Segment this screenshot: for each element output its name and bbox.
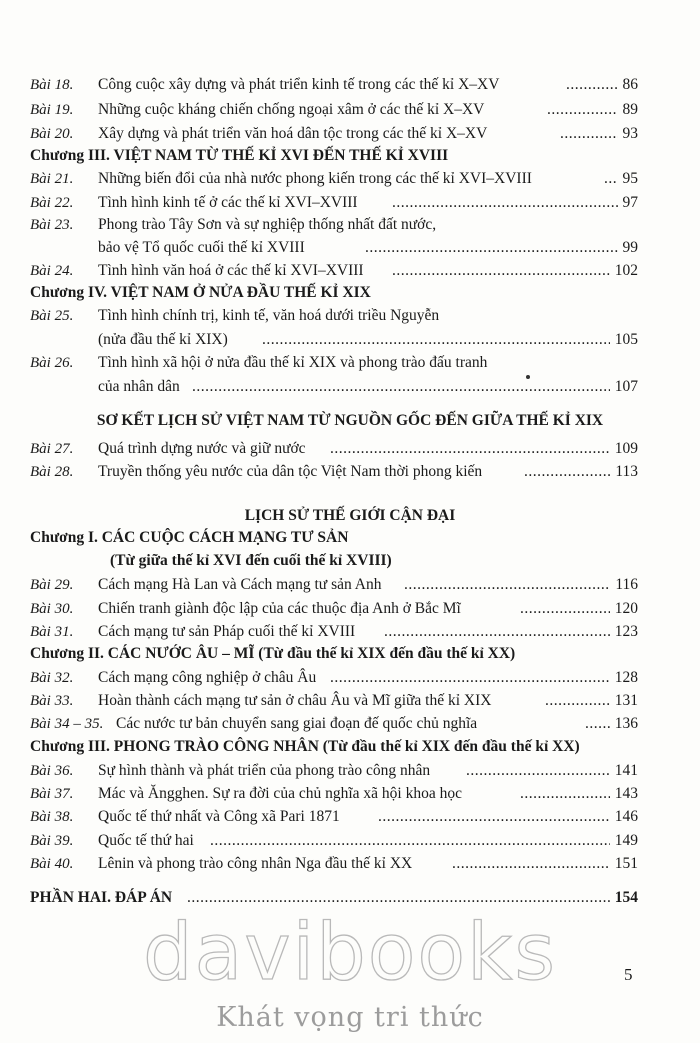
lesson-title: Những cuộc kháng chiến chống ngoại xâm ở các thế kỉ X–XV [98, 101, 485, 118]
page-ref: 151 [614, 855, 638, 872]
section-heading: SƠ KẾT LỊCH SỬ VIỆT NAM TỪ NGUỒN GỐC ĐẾN GIỮA THẾ KỈ XIX [96, 412, 604, 429]
chapter-heading: Chương III. PHONG TRÀO CÔNG NHÂN (Từ đầu thế kỉ XIX đến đầu thế kỉ XX) [30, 738, 580, 755]
lesson-number: Bài 36. [30, 763, 74, 779]
lesson-title: Quốc tế thứ hai [98, 832, 194, 849]
dot-leader [378, 808, 610, 826]
lesson-title-line2: bảo vệ Tổ quốc cuối thế kỉ XVIII [98, 239, 305, 256]
lesson-number: Bài 23. [30, 217, 74, 233]
chapter-subheading: (Từ giữa thế kỉ XVI đến cuối thế kỉ XVIII) [110, 552, 392, 569]
chapter-heading: Chương II. CÁC NƯỚC ÂU – MĨ (Từ đầu thế kỉ XIX đến đầu thế kỉ XX) [30, 645, 516, 662]
lesson-title: Xây dựng và phát triển văn hoá dân tộc trong các thế kỉ X–XV [98, 125, 488, 142]
part-heading: LỊCH SỬ THẾ GIỚI CẬN ĐẠI [244, 507, 456, 524]
lesson-number: Bài 33. [30, 693, 74, 709]
lesson-number: Bài 28. [30, 464, 74, 480]
lesson-title: Cách mạng tư sản Pháp cuối thế kỉ XVIII [98, 623, 356, 640]
lesson-number: Bài 39. [30, 833, 74, 849]
lesson-title: Quá trình dựng nước và giữ nước [98, 440, 306, 457]
dot-leader [524, 463, 610, 481]
page-ref: 123 [614, 623, 638, 640]
page-ref: 113 [615, 463, 638, 480]
lesson-number: Bài 25. [30, 308, 74, 324]
dot-leader [384, 623, 610, 641]
lesson-number: Bài 19. [30, 102, 74, 118]
page-ref: 86 [622, 76, 638, 93]
page-ref: 105 [614, 331, 638, 348]
page-ref: 97 [622, 194, 638, 211]
lesson-number: Bài 30. [30, 601, 74, 617]
lesson-title: Chiến tranh giành độc lập của các thuộc địa Anh ở Bắc Mĩ [98, 600, 461, 617]
dot-leader [365, 239, 618, 257]
lesson-title: Truyền thống yêu nước của dân tộc Việt Nam thời phong kiến [98, 463, 483, 480]
page-ref: 102 [614, 262, 638, 279]
dot-leader [560, 125, 618, 143]
dot-leader [547, 101, 618, 119]
lesson-number: Bài 40. [30, 856, 74, 872]
lesson-title: Các nước tư bản chuyển sang giai đoạn đế quốc chủ nghĩa [116, 715, 478, 732]
dot-leader [545, 692, 610, 710]
dot-leader [566, 76, 618, 94]
dot-leader [520, 785, 610, 803]
dot-leader [187, 889, 610, 907]
watermark-brand: davibooks [143, 908, 557, 998]
dot-leader [585, 715, 610, 733]
chapter-heading: Chương IV. VIỆT NAM Ở NỬA ĐẦU THẾ KỈ XIX [30, 284, 371, 301]
page-ref: 99 [622, 239, 638, 256]
lesson-title: Những biến đổi của nhà nước phong kiến trong các thế kỉ XVI–XVIII [98, 170, 532, 187]
lesson-number: Bài 31. [30, 624, 74, 640]
page-ref: 109 [614, 440, 638, 457]
dot-leader [392, 262, 610, 280]
lesson-number: Bài 21. [30, 171, 74, 187]
dot-leader [452, 855, 610, 873]
lesson-title: Quốc tế thứ nhất và Công xã Pari 1871 [98, 808, 340, 825]
page-ref: 146 [614, 808, 638, 825]
page-ref: 93 [622, 125, 638, 142]
lesson-title: Tình hình chính trị, kinh tế, văn hoá dưới triều Nguyễn [98, 307, 440, 324]
lesson-title: Hoàn thành cách mạng tư sản ở châu Âu và Mĩ giữa thế kỉ XIX [98, 692, 492, 709]
lesson-title: Lênin và phong trào công nhân Nga đầu thế kỉ XX [98, 855, 413, 872]
dot-leader [330, 440, 610, 458]
dot-leader [262, 331, 610, 349]
lesson-title-line2: của nhân dân [98, 378, 180, 395]
chapter-heading: Chương I. CÁC CUỘC CÁCH MẠNG TƯ SẢN [30, 529, 349, 546]
lesson-number: Bài 26. [30, 355, 74, 371]
page-ref: 116 [615, 576, 638, 593]
lesson-number: Bài 20. [30, 126, 74, 142]
page-ref: 154 [614, 889, 638, 906]
lesson-title: Tình hình văn hoá ở các thế kỉ XVI–XVIII [98, 262, 364, 279]
lesson-number: Bài 18. [30, 77, 74, 93]
page-ref: 95 [622, 170, 638, 187]
dot-leader [330, 669, 610, 687]
dot-leader [520, 600, 610, 618]
dot-leader [466, 762, 610, 780]
lesson-number: Bài 32. [30, 670, 74, 686]
page-ref: 120 [614, 600, 638, 617]
page-ref: 136 [614, 715, 638, 732]
lesson-number: Bài 38. [30, 809, 74, 825]
lesson-number: Bài 27. [30, 441, 74, 457]
part-title: PHẦN HAI. ĐÁP ÁN [30, 889, 173, 906]
dot-leader [392, 194, 618, 212]
page-ref: 141 [614, 762, 638, 779]
page-ref: 128 [614, 669, 638, 686]
lesson-title-line2: (nửa đầu thế kỉ XIX) [98, 331, 228, 348]
page-ref: 131 [614, 692, 638, 709]
lesson-number: Bài 22. [30, 195, 74, 211]
page-ref: 89 [622, 101, 638, 118]
lesson-title: Mác và Ăngghen. Sự ra đời của chủ nghĩa xã hội khoa học [98, 785, 462, 802]
lesson-title: Công cuộc xây dựng và phát triển kinh tế trong các thế kỉ X–XV [98, 76, 500, 93]
lesson-title: Phong trào Tây Sơn và sự nghiệp thống nhất đất nước, [98, 216, 437, 233]
lesson-number: Bài 34 – 35. [30, 716, 104, 732]
page-ref: 143 [614, 785, 638, 802]
lesson-title: Tình hình kinh tế ở các thế kỉ XVI–XVIII [98, 194, 358, 211]
lesson-number: Bài 29. [30, 577, 74, 593]
page-ref: 149 [614, 832, 638, 849]
dot-leader [192, 378, 610, 396]
watermark-slogan: Khát vọng tri thức [216, 1002, 484, 1033]
print-speck [526, 375, 530, 379]
dot-leader [210, 832, 610, 850]
page-number: 5 [624, 965, 633, 984]
lesson-title: Tình hình xã hội ở nửa đầu thế kỉ XIX và phong trào đấu tranh [98, 354, 488, 371]
chapter-heading: Chương III. VIỆT NAM TỪ THẾ KỈ XVI ĐẾN THẾ KỈ XVIII [30, 147, 449, 164]
page-ref: 107 [614, 378, 638, 395]
lesson-title: Cách mạng công nghiệp ở châu Âu [98, 669, 317, 686]
lesson-number: Bài 24. [30, 263, 74, 279]
lesson-number: Bài 37. [30, 786, 74, 802]
dot-leader [404, 576, 610, 594]
lesson-title: Cách mạng Hà Lan và Cách mạng tư sản Anh [98, 576, 382, 593]
lesson-title: Sự hình thành và phát triển của phong trào công nhân [98, 762, 431, 779]
dot-leader [604, 170, 618, 188]
